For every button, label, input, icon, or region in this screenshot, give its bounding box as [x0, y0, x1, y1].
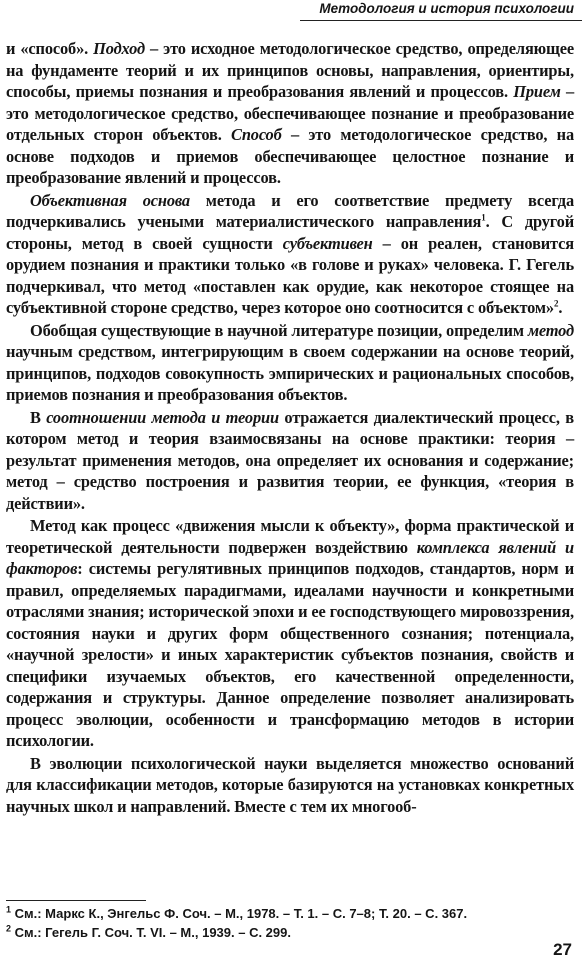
main-text — [6, 38, 574, 818]
paragraph-3 — [6, 320, 574, 406]
text-run: научным средством, интегрирующим в своем содержании на основе теорий, принципов, подходов совокупность эмпирических и рациональных способов, приемов познания и преобразования объектов. — [6, 342, 574, 404]
footnote-2 — [6, 923, 574, 942]
text-run: – он реален, становится орудием познания и практики только «в голове и руках» человека. Г. Гегель подчеркивал, что метод «поставлен как орудие, как некоторое стоящее на субъективной стороне средство, через которое оно соотносится с объектом» — [6, 233, 575, 317]
footnote-divider — [6, 900, 146, 901]
text-run: метода и его соответствие предмету всегда подчеркивались учеными материалистического направления — [6, 190, 574, 231]
text-run: – это методологическое средство, на основе подходов и приемов обеспечивающее целостное познание и преобразование явлений и процессов. — [6, 125, 575, 187]
paragraph-4 — [6, 407, 574, 515]
paragraph-2 — [6, 190, 574, 319]
term-method: метод — [527, 320, 574, 340]
footnote-ref[interactable]: 2 — [553, 298, 559, 309]
text-run: . — [558, 298, 563, 317]
text-run: и «способ». — [6, 39, 94, 58]
footnote-text: См.: Гегель Г. Соч. Т. VI. – М., 1939. – С. 299. — [11, 925, 291, 940]
footnote-ref[interactable]: 1 — [481, 212, 486, 223]
text-run: . С другой стороны, метод в своей сущности — [6, 212, 574, 253]
paragraph-5 — [6, 515, 574, 752]
text-run: : системы регулятивных принципов подходов, стандартов, норм и правил, определяемых парадигмами, идеалами научности и конкретными отраслями знания; исторической эпохи и ее господствующего мировоззрения, состояния науки и других форм общественного сознания; потенциала, «научной зрелости» и иных характеристик субъектов познания, свойств и специфики изучаемых объектов, его качественной определенности, содержания и структуры. Данное определение позволяет анализировать процесс эволюции, особенности и трансформацию методов в истории психологии. — [6, 559, 574, 750]
term-subjective: субъективен — [282, 233, 373, 253]
term-objective-basis: Объективная основа — [30, 190, 190, 210]
text-run: В эволюции психологической науки выделяется множество оснований для классификации методов, которые базируются на установках конкретных научных школ и направлений. Вместе с тем их многооб- — [6, 753, 574, 816]
term-approach: Подход — [93, 39, 145, 58]
footnote-1 — [6, 904, 574, 923]
term-method-theory-relation: соотношении метода и теории — [46, 407, 279, 427]
term-technique: Прием — [513, 82, 561, 101]
term-complex-of-factors: комплекса явлений и факторов — [6, 537, 574, 578]
text-run: В — [30, 407, 47, 427]
footnote-marker: 1 — [6, 904, 12, 915]
footnotes — [6, 904, 574, 942]
running-head: Методология и история психологии — [300, 0, 582, 21]
paragraph-6 — [6, 753, 574, 818]
text-run: Обобщая существующие в научной литературе позиции, определим — [30, 320, 528, 340]
footnote-marker: 2 — [6, 923, 12, 934]
text-run: – это исходное методологическое средство, определяющее на фундаменте теорий и их принципов основы, направления, ориентиры, способы, приемы познания и преобразования явлений и процессов. — [6, 39, 574, 101]
text-run: отражается диалектический процесс, в котором метод и теория взаимосвязаны на основе практики: теория – результат применения методов, она определяет их основания и содержание; метод – средство построения и развития теории, ее функция, «теория в действии». — [6, 407, 574, 513]
page-number: 27 — [553, 940, 572, 959]
footnote-text: См.: Маркс К., Энгельс Ф. Соч. – М., 1978. – Т. 1. – С. 7–8; Т. 20. – С. 367. — [11, 906, 468, 921]
paragraph-1 — [6, 38, 574, 189]
text-run: Метод как процесс «движения мысли к объекту», форма практической и теоретической деятельности подвержен воздействию — [6, 516, 574, 557]
text-run: – это методологическое средство, обеспечивающее познание и преобразование отдельных сторон объектов. — [6, 82, 574, 144]
term-way: Способ — [231, 125, 282, 144]
